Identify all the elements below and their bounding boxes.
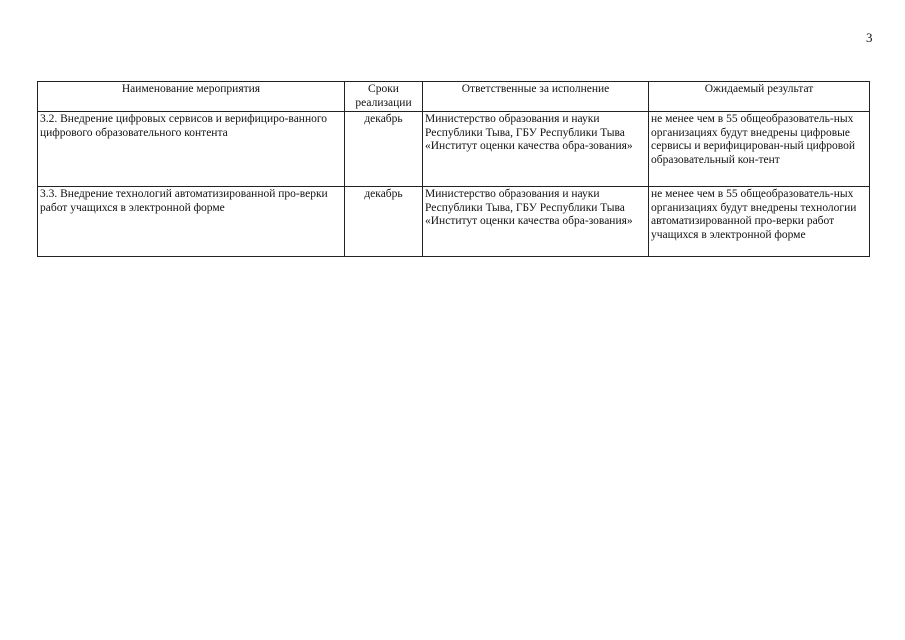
page-number: 3 xyxy=(866,30,873,45)
table-row xyxy=(38,187,870,257)
cell-expected-result: не менее чем в 55 общеобразователь-ных организациях будут внедрены технологии автоматизированной про-верки работ учащихся в электронной форме xyxy=(649,187,870,257)
cell-deadline: декабрь xyxy=(345,187,423,257)
cell-responsible: Министерство образования и науки Республики Тыва, ГБУ Республики Тыва «Институт оценки качества обра-зования» xyxy=(423,187,649,257)
cell-expected-result: не менее чем в 55 общеобразователь-ных организациях будут внедрены цифровые сервисы и верифицирован-ный цифровой образовательный кон-тент xyxy=(649,112,870,187)
table-header-row xyxy=(38,82,870,112)
header-responsible: Ответственные за исполнение xyxy=(423,82,649,112)
table-row xyxy=(38,112,870,187)
header-activity-name: Наименование мероприятия xyxy=(38,82,345,112)
cell-deadline: декабрь xyxy=(345,112,423,187)
cell-activity-name: 3.2. Внедрение цифровых сервисов и верифициро-ванного цифрового образовательного контента xyxy=(38,112,345,187)
cell-activity-name: 3.3. Внедрение технологий автоматизированной про-верки работ учащихся в электронной форме xyxy=(38,187,345,257)
header-expected-result: Ожидаемый результат xyxy=(649,82,870,112)
cell-responsible: Министерство образования и науки Республики Тыва, ГБУ Республики Тыва «Институт оценки качества обра-зования» xyxy=(423,112,649,187)
header-deadline: Сроки реализации xyxy=(345,82,423,112)
activity-plan-table xyxy=(37,81,870,257)
